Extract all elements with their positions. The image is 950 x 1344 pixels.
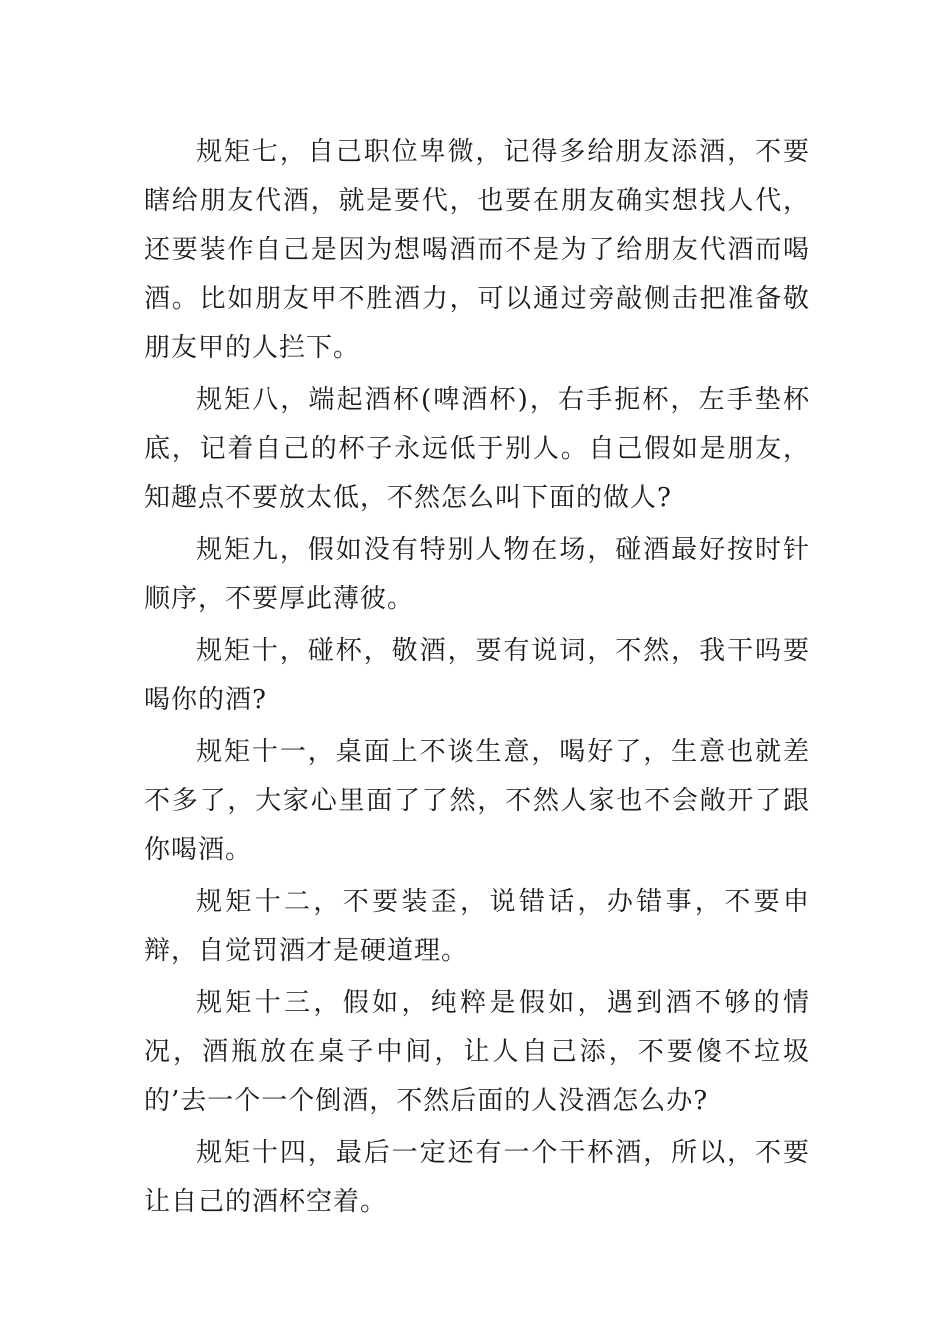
- paragraph-rule-14: 规矩十四，最后一定还有一个干杯酒，所以，不要让自己的酒杯空着。: [144, 1138, 810, 1217]
- paragraph-rule-13: 规矩十三，假如，纯粹是假如，遇到酒不够的情况，酒瓶放在桌子中间，让人自己添，不要傻不垃圾的’去一个一个倒酒，不然后面的人没酒怎么办?: [144, 988, 810, 1116]
- paragraph-rule-10: 规矩十，碰杯，敬酒，要有说词，不然，我干吗要喝你的酒?: [144, 636, 810, 715]
- paragraph-rule-9: 规矩九，假如没有特别人物在场，碰酒最好按时针顺序，不要厚此薄彼。: [144, 535, 810, 614]
- paragraph-rule-7: 规矩七，自己职位卑微，记得多给朋友添酒，不要瞎给朋友代酒，就是要代，也要在朋友确实想找人代，还要装作自己是因为想喝酒而不是为了给朋友代酒而喝酒。比如朋友甲不胜酒力，可以通过旁敲侧击把准备敬朋友甲的人拦下。: [144, 137, 810, 363]
- paragraph-rule-11: 规矩十一，桌面上不谈生意，喝好了，生意也就差不多了，大家心里面了了然，不然人家也不会敞开了跟你喝酒。: [144, 737, 810, 865]
- document-body: [144, 128, 810, 1230]
- paragraph-rule-8: 规矩八，端起酒杯(啤酒杯)，右手扼杯，左手垫杯底，记着自己的杯子永远低于别人。自己假如是朋友，知趣点不要放太低，不然怎么叫下面的做人?: [144, 385, 810, 513]
- paragraph-rule-12: 规矩十二，不要装歪，说错话，办错事，不要申辩，自觉罚酒才是硬道理。: [144, 887, 810, 966]
